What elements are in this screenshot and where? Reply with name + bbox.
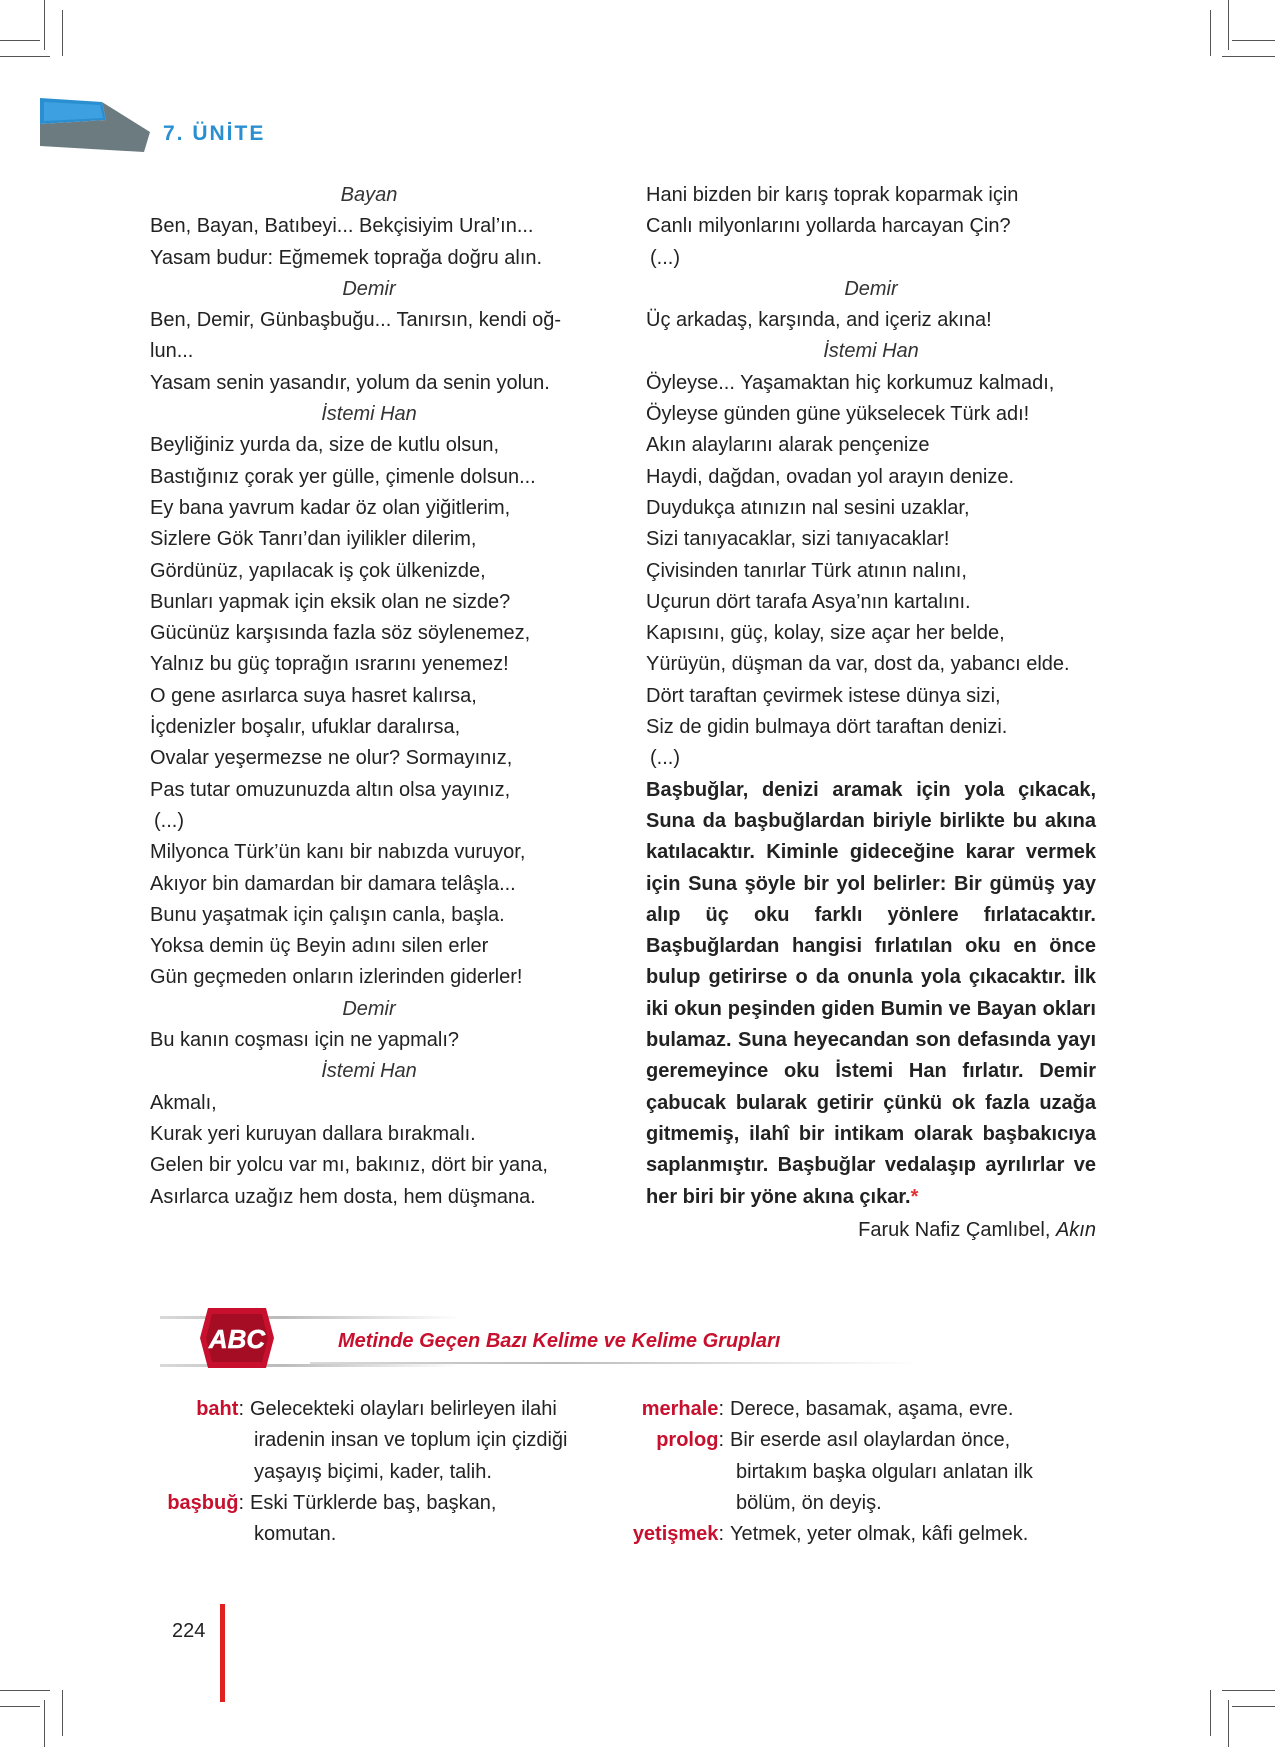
vocab-term: baht: xyxy=(196,1398,244,1420)
vocab-term: prolog: xyxy=(656,1429,724,1452)
speaker-name: Demir xyxy=(342,997,396,1020)
crop-mark xyxy=(1228,0,1229,50)
poem-line: Ovalar yeşermezse ne olur? Sormayınız, xyxy=(150,747,513,770)
poem-line: Yasam senin yasandır, yolum da senin yolun. xyxy=(150,371,550,394)
crop-mark xyxy=(62,1690,63,1736)
poem-line: Üç arkadaş, karşında, and içeriz akına! xyxy=(646,309,992,332)
vocab-title: Metinde Geçen Bazı Kelime ve Kelime Grupları xyxy=(338,1330,781,1352)
poem-right-lines xyxy=(646,180,1096,775)
poem-line: Bunları yapmak için eksik olan ne sizde? xyxy=(150,590,511,613)
vocab-definition-line: yaşayış biçimi, kader, talih. xyxy=(254,1460,492,1483)
poem-line: Bastığınız çorak yer gülle, çimenle dolsun... xyxy=(150,465,536,488)
vocab-definition-line: birtakım başka olguları anlatan ilk xyxy=(736,1460,1033,1483)
crop-mark xyxy=(1222,56,1275,57)
author-credit xyxy=(646,1215,1096,1246)
vocab-header-rule xyxy=(310,1362,920,1364)
poem-line: Sizi tanıyacaklar, sizi tanıyacaklar! xyxy=(646,528,950,551)
vocab-definition-line: bölüm, ön deyiş. xyxy=(736,1491,882,1514)
poem-line: Hani bizden bir karış toprak koparmak için xyxy=(646,184,1019,206)
crop-mark xyxy=(0,40,40,41)
abc-badge-text: ABC xyxy=(208,1324,266,1354)
work-title: Akın xyxy=(1055,1218,1096,1241)
vocab-term-text: başbuğ xyxy=(167,1491,239,1514)
vocab-entry xyxy=(630,1425,1110,1519)
vocab-definition-line: Bir eserde asıl olaylardan önce, xyxy=(730,1429,1011,1452)
vocab-definition-line: iradenin insan ve toplum için çizdiği xyxy=(254,1429,568,1452)
poem-line: Akmalı, xyxy=(150,1091,217,1114)
page-number: 224 xyxy=(172,1620,206,1642)
poem-line: Ben, Bayan, Batıbeyi... Bekçisiyim Ural’ın... xyxy=(150,215,534,238)
poem-line: Yürüyün, düşman da var, dost da, yabancı elde. xyxy=(646,653,1070,676)
ellipsis-marker: (...) xyxy=(650,747,680,770)
vocab-header xyxy=(160,1306,920,1370)
poem-line: Canlı milyonlarını yollarda harcayan Çin? xyxy=(646,215,1011,238)
vocab-entry xyxy=(630,1394,1110,1425)
poem-line: O gene asırlarca suya hasret kalırsa, xyxy=(150,684,477,707)
vocab-entry xyxy=(150,1488,620,1551)
vocab-definition-line: Yetmek, yeter olmak, kâfi gelmek. xyxy=(730,1523,1029,1546)
crop-mark xyxy=(1210,10,1211,56)
vocab-term-text: yetişmek xyxy=(632,1523,719,1546)
poem-line: Öyleyse günden güne yükselecek Türk adı! xyxy=(646,403,1030,426)
poem-line: Yalnız bu güç toprağın ısrarını yenemez! xyxy=(150,653,509,676)
poem-line: Kapısını, güç, kolay, size açar her belde, xyxy=(646,622,1005,645)
vocab-definition-line: Gelecekteki olayları belirleyen ilahi xyxy=(250,1398,557,1420)
vocab-definition-line: Derece, basamak, aşama, evre. xyxy=(730,1398,1014,1420)
ellipsis-marker: (...) xyxy=(650,246,680,269)
vocab-left-column xyxy=(150,1394,620,1550)
poem-line: Çivisinden tanırlar Türk atının nalını, xyxy=(646,559,967,582)
crop-mark xyxy=(1232,1706,1275,1707)
speaker-name: İstemi Han xyxy=(321,1060,417,1083)
poem-line: Ben, Demir, Günbaşbuğu... Tanırsın, kendi oğ- xyxy=(150,309,561,332)
crop-mark xyxy=(44,0,45,50)
speaker-name: İstemi Han xyxy=(321,403,417,426)
poem-line: Yasam budur: Eğmemek toprağa doğru alın. xyxy=(150,246,543,269)
speaker-name: Bayan xyxy=(340,184,398,206)
vocab-term: merhale: xyxy=(641,1398,724,1420)
vocab-term-text: prolog xyxy=(656,1429,719,1452)
poem-line: Bu kanın coşması için ne yapmalı? xyxy=(150,1029,460,1052)
crop-mark xyxy=(1228,1700,1229,1747)
poem-right-column xyxy=(646,180,1096,1246)
poem-line: Milyonca Türk’ün kanı bir nabızda vuruyor, xyxy=(150,841,526,864)
speaker-name: Demir xyxy=(844,277,898,300)
summary-text: Başbuğlar, denizi aramak için yola çıkacak, Suna da başbuğlardan biriyle birlikte bu akına katılacaktır. Kiminle gideceğine karar vermek için Suna şöyle bir yol belirler: Bir gümüş yay alıp üç oku farklı yönlere fırlatacaktır. Başbuğlardan hangisi fırlatılan oku en önce bulup getirirse o da onunla yola çıkacaktır. İlk iki okun peşinden giden Bumin ve Bayan okları bulamaz. Suna heyecandan son defasında yayı geremeyince oku İstemi Han fırlatır. Demir çabucak bularak getirir çünkü ok fazla uzağa gitmemiş, ilahî bir intikam olarak başbakıcıya saplanmıştır. Başbuğlar vedalaşıp ayrılırlar ve her biri bir yöne akına çıkar. xyxy=(646,778,1096,1208)
abc-icon xyxy=(200,1308,274,1368)
vocab-term-text: baht xyxy=(196,1398,239,1420)
crop-mark xyxy=(62,10,63,56)
poem-line: Akıyor bin damardan bir damara telâşla... xyxy=(150,872,516,895)
vocab-entry xyxy=(150,1394,620,1488)
poem-line: Uçurun dört tarafa Asya’nın kartalını. xyxy=(646,590,971,613)
poem-line: Pas tutar omuzunuzda altın olsa yayınız, xyxy=(150,778,511,801)
poem-line: Asırlarca uzağız hem dosta, hem düşmana. xyxy=(150,1185,536,1208)
crop-mark xyxy=(44,1700,45,1747)
poem-line: Gelen bir yolcu var mı, bakınız, dört bir yana, xyxy=(150,1154,548,1177)
poem-line: Kurak yeri kuruyan dallara bırakmalı. xyxy=(150,1122,476,1145)
crop-mark xyxy=(0,56,50,57)
speaker-name: İstemi Han xyxy=(823,340,919,363)
crop-mark xyxy=(1222,1690,1275,1691)
poem-line: Sizlere Gök Tanrı’dan iyilikler dilerim, xyxy=(150,528,477,551)
poem-line: Dört taraftan çevirmek istese dünya sizi, xyxy=(646,684,1001,707)
vocab-definition-line: Eski Türklerde baş, başkan, xyxy=(250,1491,497,1514)
speaker-name: Demir xyxy=(342,277,396,300)
ellipsis-marker: (...) xyxy=(154,809,184,832)
crop-mark xyxy=(1232,40,1275,41)
poem-line: Duydukça atınızın nal sesini uzaklar, xyxy=(646,496,970,519)
poem-line: Yoksa demin üç Beyin adını silen erler xyxy=(150,935,489,958)
vocab-term: yetişmek: xyxy=(632,1523,724,1546)
poem-line: Bunu yaşatmak için çalışın canla, başla. xyxy=(150,903,505,926)
poem-left-column xyxy=(150,180,588,1213)
crop-mark xyxy=(0,1690,50,1691)
crop-mark xyxy=(0,1706,40,1707)
poem-line: İçdenizler boşalır, ufuklar daralırsa, xyxy=(150,716,461,739)
poem-line: Gücünüz karşısında fazla söz söylenemez, xyxy=(150,622,531,645)
page-number-bar xyxy=(220,1604,225,1702)
crop-mark xyxy=(1210,1690,1211,1736)
poem-line: Akın alaylarını alarak pençenize xyxy=(646,434,930,457)
poem-line: Gün geçmeden onların izlerinden giderler! xyxy=(150,966,523,989)
summary-paragraph xyxy=(646,775,1096,1213)
poem-line: Beyliğiniz yurda da, size de kutlu olsun, xyxy=(150,434,500,457)
poem-line: Ey bana yavrum kadar öz olan yiğitlerim, xyxy=(150,496,511,519)
poem-line: Öyleyse... Yaşamaktan hiç korkumuz kalmadı, xyxy=(646,371,1055,394)
vocab-term-text: merhale xyxy=(641,1398,719,1420)
author-name: Faruk Nafiz Çamlıbel, xyxy=(858,1218,1056,1241)
vocab-entry xyxy=(630,1519,1110,1550)
poem-line: Haydi, dağdan, ovadan yol arayın denize. xyxy=(646,465,1015,488)
vocab-right-column xyxy=(630,1394,1110,1550)
vocab-definition-line: komutan. xyxy=(254,1523,337,1546)
vocab-term: başbuğ: xyxy=(167,1491,244,1514)
poem-line: Gördünüz, yapılacak iş çok ülkenizde, xyxy=(150,559,486,582)
unit-header-graphic xyxy=(40,98,150,152)
footnote-mark: * xyxy=(910,1185,919,1208)
poem-line: lun... xyxy=(150,340,194,363)
unit-title: 7. ÜNİTE xyxy=(163,122,266,145)
poem-line: Siz de gidin bulmaya dört taraftan denizi. xyxy=(646,716,1008,739)
